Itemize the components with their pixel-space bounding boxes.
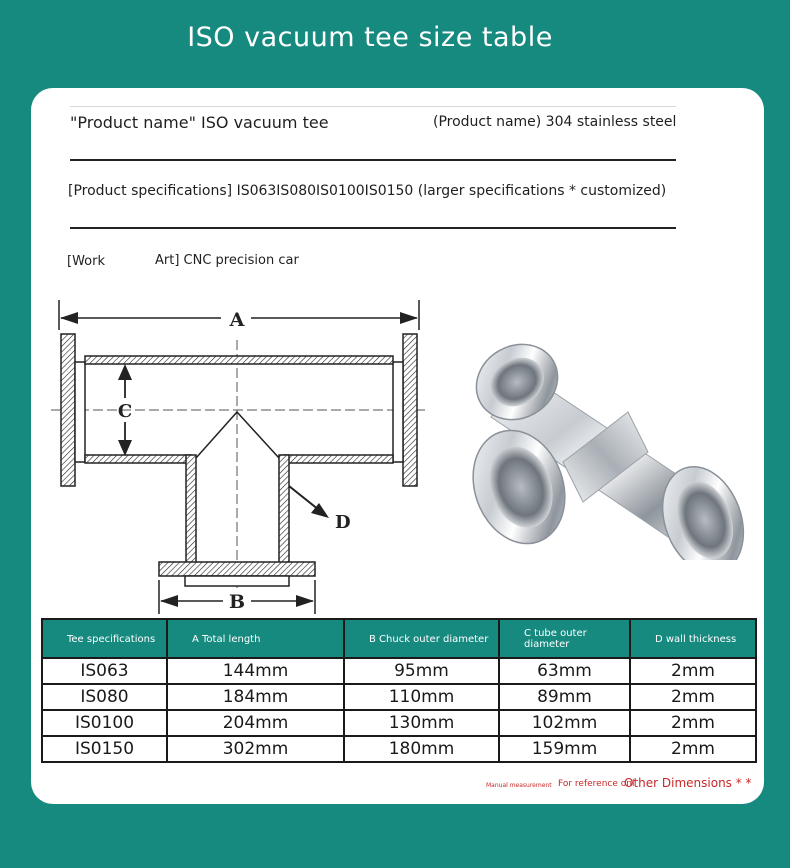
table-header: A Total length bbox=[167, 619, 344, 658]
table-header: B Chuck outer diameter bbox=[344, 619, 499, 658]
table-cell: 2mm bbox=[630, 736, 756, 762]
table-cell: 89mm bbox=[499, 684, 630, 710]
table-row bbox=[42, 658, 756, 684]
table-header: Tee specifications bbox=[42, 619, 167, 658]
tee-product-photo bbox=[453, 322, 755, 560]
table-cell: 95mm bbox=[344, 658, 499, 684]
tee-cross-section-diagram bbox=[51, 300, 431, 616]
divider bbox=[70, 106, 676, 107]
table-cell: 2mm bbox=[630, 710, 756, 736]
table-cell: 184mm bbox=[167, 684, 344, 710]
table-cell: 302mm bbox=[167, 736, 344, 762]
craft-text: Art] CNC precision car bbox=[155, 253, 299, 268]
table-cell: 102mm bbox=[499, 710, 630, 736]
table-header-row bbox=[42, 619, 756, 658]
divider bbox=[70, 227, 676, 229]
table-header: C tube outer diameter bbox=[499, 619, 630, 658]
table-header: D wall thickness bbox=[630, 619, 756, 658]
material-text: (Product name) 304 stainless steel bbox=[433, 114, 677, 130]
table-cell: 110mm bbox=[344, 684, 499, 710]
product-name: "Product name" ISO vacuum tee bbox=[70, 113, 329, 132]
dimension-label-b: B bbox=[228, 591, 246, 613]
page-title: ISO vacuum tee size table bbox=[187, 22, 553, 53]
table-cell: IS0150 bbox=[42, 736, 167, 762]
dimension-label-a: A bbox=[229, 309, 245, 331]
table-cell: IS0100 bbox=[42, 710, 167, 736]
table-cell: 130mm bbox=[344, 710, 499, 736]
table-cell: 159mm bbox=[499, 736, 630, 762]
divider bbox=[70, 159, 676, 161]
work-label: [Work bbox=[67, 254, 105, 269]
table-cell: 204mm bbox=[167, 710, 344, 736]
table-row bbox=[42, 736, 756, 762]
footnote-other-dimensions: Other Dimensions * * bbox=[624, 776, 752, 790]
table-row bbox=[42, 684, 756, 710]
table-row bbox=[42, 710, 756, 736]
content-card bbox=[31, 88, 764, 804]
footnote-reference: For reference onl bbox=[558, 779, 635, 789]
size-table bbox=[41, 618, 757, 763]
table-cell: 63mm bbox=[499, 658, 630, 684]
table-cell: 180mm bbox=[344, 736, 499, 762]
table-cell: IS080 bbox=[42, 684, 167, 710]
table-cell: IS063 bbox=[42, 658, 167, 684]
specifications-text: [Product specifications] IS063IS080IS0100IS0150 (larger specifications * customized) bbox=[68, 183, 667, 199]
dimension-label-d: D bbox=[335, 512, 351, 533]
table-cell: 2mm bbox=[630, 684, 756, 710]
table-cell: 2mm bbox=[630, 658, 756, 684]
footnote-manual-measurement: Manual measurement bbox=[486, 782, 552, 789]
table-cell: 144mm bbox=[167, 658, 344, 684]
dimension-label-c: C bbox=[117, 401, 133, 422]
